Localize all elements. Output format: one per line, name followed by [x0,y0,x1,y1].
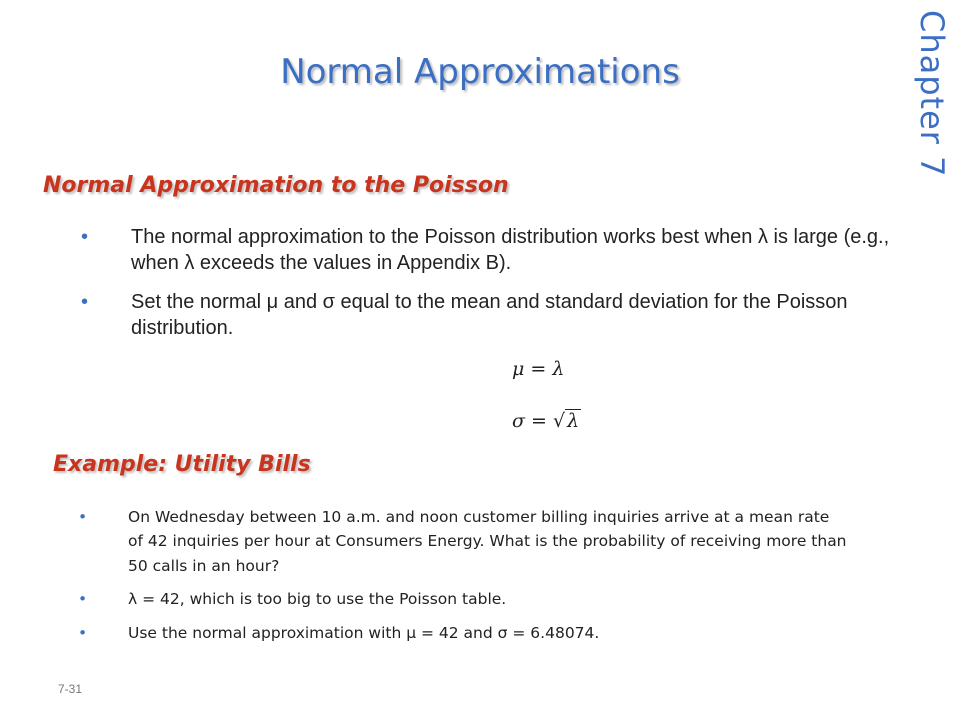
example-bullet-list [78,505,848,654]
bullet-text: λ = 42, which is too big to use the Poisson table. [128,590,507,609]
poisson-bullet-list [81,224,921,354]
list-item [81,224,921,277]
list-item [81,289,921,342]
bullet-text: On Wednesday between 10 a.m. and noon customer billing inquiries arrive at a mean rate of 42 inquiries per hour at Consumers Energy. What is the probability of receiving more than 50 calls in an hour? [128,508,847,575]
bullet-icon: • [78,623,88,642]
bullet-text: The normal approximation to the Poisson distribution works best when λ is large (e.g., when λ exceeds the values in Appendix B). [131,226,890,275]
section-heading-example: Example: Utility Bills [53,452,311,477]
bullet-icon: • [81,290,89,313]
formula-sigma [512,410,581,432]
square-root-icon: √ λ [552,410,580,432]
formula-sigma-lhs: σ = [512,410,547,432]
bullet-icon: • [81,226,89,248]
page-number: 7-31 [58,682,83,696]
list-item [78,621,848,645]
list-item [78,505,848,578]
bullet-text: Use the normal approximation with μ = 42 and σ = 6.48074. [128,623,600,642]
bullet-icon: • [78,590,88,609]
chapter-label: Chapter 7 [913,10,951,178]
slide-title: Normal Approximations [280,52,680,92]
bullet-text: Set the normal μ and σ equal to the mean and standard deviation for the Poisson distribution. [131,290,848,340]
formula-mu: μ = λ [512,358,565,380]
section-heading-poisson: Normal Approximation to the Poisson [43,173,509,198]
formula-sigma-radicand: λ [567,410,580,432]
bullet-icon: • [78,508,88,526]
list-item [78,587,848,611]
